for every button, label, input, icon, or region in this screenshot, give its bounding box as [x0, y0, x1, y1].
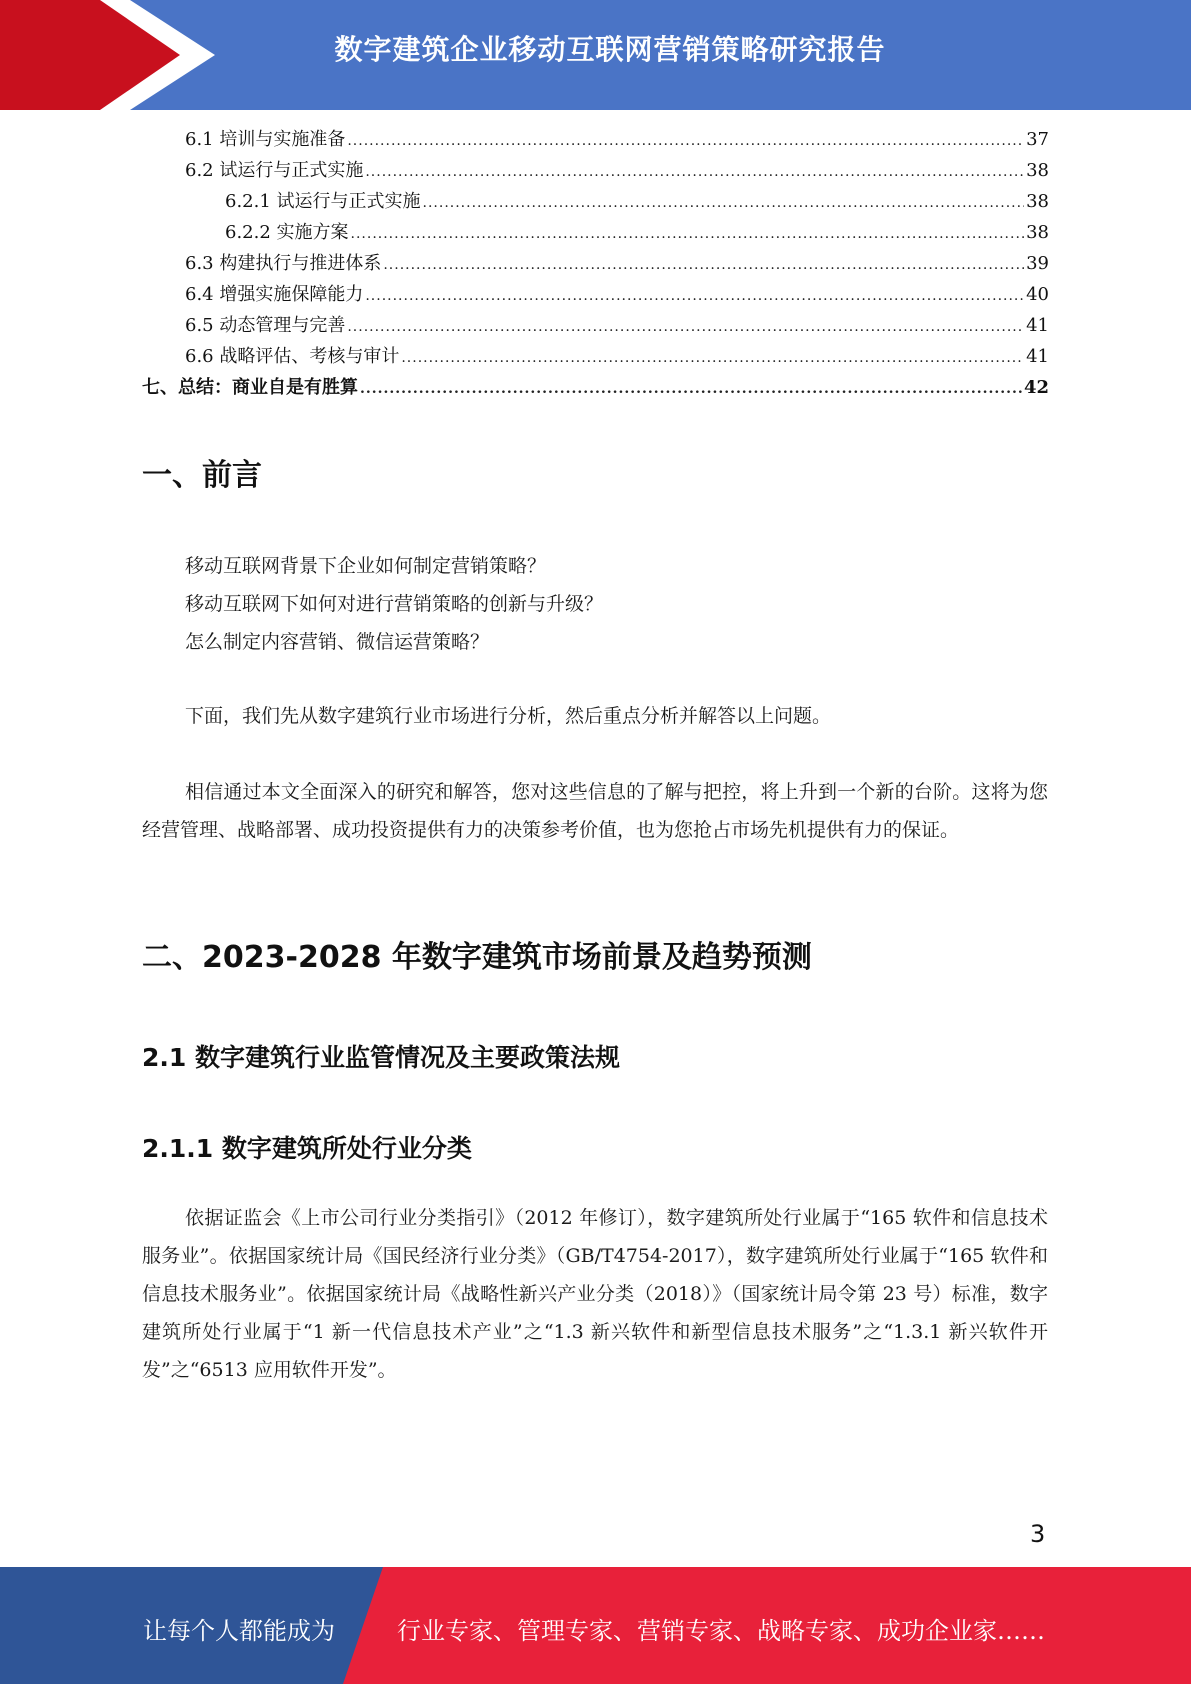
paragraph: 相信通过本文全面深入的研究和解答，您对这些信息的了解与把控，将上升到一个新的台阶。这将为您经营管理、战略部署、成功投资提供有力的决策参考价值，也为您抢占市场先机提供有力的保证。 [142, 781, 1048, 841]
section-heading-market-forecast: 二、2023-2028 年数字建筑市场前景及趋势预测 [142, 940, 812, 975]
toc-leader-dots [383, 253, 1024, 277]
toc-leader-dots [351, 222, 1025, 246]
page-number: 3 [1030, 1520, 1046, 1548]
toc-entry[interactable] [185, 283, 1049, 307]
footer-slogan-left: 让每个人都能成为 [143, 1617, 335, 1645]
toc-leader-dots [347, 315, 1024, 339]
paragraph: 依据证监会《上市公司行业分类指引》（2012 年修订），数字建筑所处行业属于“165 软件和信息技术服务业”。依据国家统计局《国民经济行业分类》（GB/T4754-2017），数字建筑所处行业属于“165 软件和信息技术服务业”。依据国家统计局《战略性新兴产业分类（2018）》（国家统计局令第 23 号）标准，数字建筑所处行业属于“1 新一代信息技术产业”之“1.3 新兴软件和新型信息技术服务”之“1.3.1 新兴软件开发”之“6513 应用软件开发”。 [142, 1207, 1048, 1381]
toc-entry-page: 41 [1026, 346, 1049, 367]
question-line: 移动互联网背景下企业如何制定营销策略？ [185, 555, 547, 577]
toc-entry-page: 42 [1023, 377, 1049, 398]
toc-entry[interactable] [185, 128, 1049, 152]
toc-entry[interactable] [185, 314, 1049, 338]
question-line: 怎么制定内容营销、微信运营策略？ [185, 631, 490, 653]
toc-entry-title: 6.6 战略评估、考核与审计 [185, 346, 400, 367]
toc-entry[interactable] [225, 190, 1049, 214]
page-footer [0, 1567, 1191, 1684]
toc-entry-title: 6.4 增强实施保障能力 [185, 284, 364, 305]
toc-entry-title: 6.2 试运行与正式实施 [185, 160, 364, 181]
toc-entry-page: 39 [1026, 253, 1049, 274]
toc-entry[interactable] [185, 252, 1049, 276]
toc-entry-title: 6.5 动态管理与完善 [185, 315, 346, 336]
paragraph: 下面，我们先从数字建筑行业市场进行分析，然后重点分析并解答以上问题。 [185, 705, 832, 727]
toc-leader-dots [365, 160, 1024, 184]
toc-entry-page: 38 [1026, 222, 1049, 243]
toc-entry-title: 6.1 培训与实施准备 [185, 129, 346, 150]
toc-entry-page: 38 [1026, 191, 1049, 212]
toc-entry-title: 6.2.2 实施方案 [225, 222, 349, 243]
toc-entry-page: 38 [1026, 160, 1049, 181]
toc-entry-page: 41 [1026, 315, 1049, 336]
toc-entry[interactable] [185, 345, 1049, 369]
toc-leader-dots [401, 346, 1024, 370]
toc-leader-dots [423, 191, 1025, 215]
toc-entry[interactable] [225, 221, 1049, 245]
toc-entry-page: 40 [1026, 284, 1049, 305]
header-title: 数字建筑企业移动互联网营销策略研究报告 [334, 33, 886, 66]
page-header [0, 0, 1191, 110]
question-line: 移动互联网下如何对进行营销策略的创新与升级？ [185, 593, 604, 615]
toc-leader-dots [360, 377, 1022, 401]
section-heading-preface: 一、前言 [142, 458, 262, 493]
toc-entry[interactable] [185, 159, 1049, 183]
toc-leader-dots [365, 284, 1024, 308]
subsection-heading: 2.1.1 数字建筑所处行业分类 [142, 1134, 472, 1163]
toc-entry-title: 6.2.1 试运行与正式实施 [225, 191, 421, 212]
toc-entry-title: 七、总结：商业自是有胜算 [142, 377, 358, 398]
toc-leader-dots [347, 129, 1024, 153]
toc-entry[interactable] [142, 376, 1049, 400]
toc-entry-page: 37 [1026, 129, 1049, 150]
footer-slogan-right: 行业专家、管理专家、营销专家、战略专家、成功企业家…… [397, 1617, 1045, 1645]
subsection-heading: 2.1 数字建筑行业监管情况及主要政策法规 [142, 1043, 620, 1072]
toc-entry-title: 6.3 构建执行与推进体系 [185, 253, 382, 274]
